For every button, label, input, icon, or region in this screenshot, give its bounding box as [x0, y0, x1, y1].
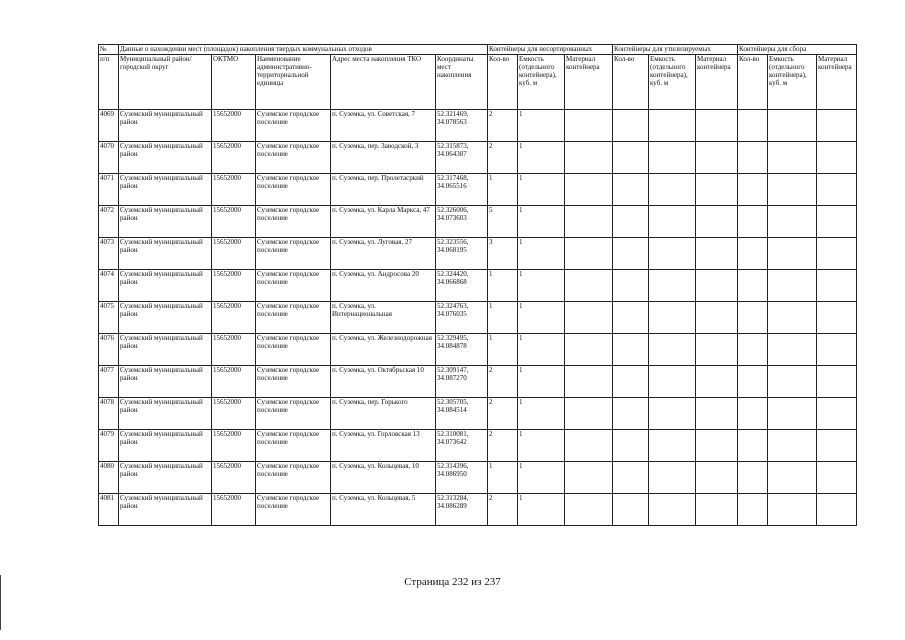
cell-empty	[817, 270, 857, 302]
header-recycle-capacity: Емкость (отдельного контейнера), куб. м	[649, 55, 696, 110]
cell-district: Суземский муниципальный район	[119, 238, 212, 270]
cell-empty	[565, 398, 613, 430]
cell-coordinates: 52.310081, 34.073642	[436, 430, 488, 462]
cell-empty	[649, 430, 696, 462]
cell-empty	[817, 142, 857, 174]
cell-address: п. Суземка, ул. Кольцевая, 5	[331, 494, 436, 526]
cell-district: Суземский муниципальный район	[119, 110, 212, 142]
cell-empty	[696, 494, 738, 526]
cell-coordinates: 52.314396, 34.086950	[436, 462, 488, 494]
cell-row-number: 4081	[99, 494, 119, 526]
cell-empty	[649, 206, 696, 238]
cell-empty	[768, 398, 817, 430]
cell-address: п. Суземка, ул. Кольцевая, 10	[331, 462, 436, 494]
cell-container-count: 2	[488, 494, 518, 526]
cell-empty	[696, 334, 738, 366]
cell-oktmo: 15652000	[212, 398, 256, 430]
cell-empty	[768, 302, 817, 334]
cell-empty	[649, 270, 696, 302]
cell-admin-unit: Суземское городское поселение	[256, 462, 331, 494]
cell-empty	[696, 302, 738, 334]
cell-empty	[738, 174, 768, 206]
cell-admin-unit: Суземское городское поселение	[256, 398, 331, 430]
cell-oktmo: 15652000	[212, 334, 256, 366]
cell-district: Суземский муниципальный район	[119, 366, 212, 398]
cell-empty	[649, 302, 696, 334]
header-collect-material: Материал контейнера	[817, 55, 857, 110]
cell-container-capacity: 1	[518, 334, 565, 366]
cell-empty	[738, 302, 768, 334]
cell-row-number: 4070	[99, 142, 119, 174]
cell-address: п. Суземка, ул. Горловская 13	[331, 430, 436, 462]
cell-container-count: 1	[488, 174, 518, 206]
cell-empty	[738, 398, 768, 430]
header-collect-group: Контейнеры для сбора	[738, 45, 857, 55]
cell-empty	[768, 462, 817, 494]
cell-empty	[817, 366, 857, 398]
header-collect-count: Кол-во	[738, 55, 768, 110]
cell-empty	[565, 110, 613, 142]
cell-empty	[738, 334, 768, 366]
cell-admin-unit: Суземское городское поселение	[256, 142, 331, 174]
cell-empty	[649, 334, 696, 366]
cell-coordinates: 52.324763, 34.076035	[436, 302, 488, 334]
cell-empty	[565, 366, 613, 398]
cell-empty	[738, 142, 768, 174]
table-row	[99, 238, 857, 270]
table-row	[99, 302, 857, 334]
cell-admin-unit: Суземское городское поселение	[256, 430, 331, 462]
cell-empty	[613, 430, 649, 462]
cell-empty	[696, 462, 738, 494]
cell-admin-unit: Суземское городское поселение	[256, 270, 331, 302]
cell-empty	[817, 174, 857, 206]
cell-district: Суземский муниципальный район	[119, 302, 212, 334]
cell-district: Суземский муниципальный район	[119, 174, 212, 206]
cell-address: п. Суземка, ул. Интернациональная	[331, 302, 436, 334]
cell-empty	[738, 110, 768, 142]
header-unsorted-capacity: Емкость (отдельного контейнера), куб. м	[518, 55, 565, 110]
cell-row-number: 4073	[99, 238, 119, 270]
cell-coordinates: 52.323556, 34.068195	[436, 238, 488, 270]
cell-container-count: 2	[488, 142, 518, 174]
cell-empty	[817, 110, 857, 142]
cell-coordinates: 52.329495, 34.084878	[436, 334, 488, 366]
header-district: Муниципальный район/городской округ	[119, 55, 212, 110]
cell-empty	[696, 430, 738, 462]
cell-district: Суземский муниципальный район	[119, 334, 212, 366]
header-coords: Координаты мест накопления	[436, 55, 488, 110]
cell-address: п. Суземка, ул. Советская, 7	[331, 110, 436, 142]
cell-district: Суземский муниципальный район	[119, 462, 212, 494]
cell-address: п. Суземка, ул. Карла Маркса, 47	[331, 206, 436, 238]
cell-oktmo: 15652000	[212, 366, 256, 398]
cell-container-capacity: 1	[518, 206, 565, 238]
cell-empty	[768, 238, 817, 270]
cell-row-number: 4069	[99, 110, 119, 142]
cell-oktmo: 15652000	[212, 206, 256, 238]
cell-empty	[613, 238, 649, 270]
cell-container-capacity: 1	[518, 270, 565, 302]
cell-oktmo: 15652000	[212, 494, 256, 526]
cell-container-count: 5	[488, 206, 518, 238]
cell-empty	[649, 174, 696, 206]
cell-admin-unit: Суземское городское поселение	[256, 110, 331, 142]
cell-empty	[565, 142, 613, 174]
cell-row-number: 4079	[99, 430, 119, 462]
cell-row-number: 4071	[99, 174, 119, 206]
cell-empty	[768, 174, 817, 206]
cell-empty	[565, 302, 613, 334]
cell-address: п. Суземка, ул. Железнодорожная	[331, 334, 436, 366]
header-recycle-material: Материал контейнера	[696, 55, 738, 110]
cell-container-capacity: 1	[518, 398, 565, 430]
cell-empty	[768, 366, 817, 398]
header-recycle-group: Контейнеры для утилизируемых	[613, 45, 738, 55]
cell-coordinates: 52.324420, 34.066868	[436, 270, 488, 302]
cell-admin-unit: Суземское городское поселение	[256, 494, 331, 526]
cell-empty	[649, 366, 696, 398]
cell-empty	[613, 334, 649, 366]
cell-empty	[696, 398, 738, 430]
cell-row-number: 4074	[99, 270, 119, 302]
table-row	[99, 494, 857, 526]
cell-admin-unit: Суземское городское поселение	[256, 238, 331, 270]
cell-oktmo: 15652000	[212, 462, 256, 494]
cell-empty	[768, 270, 817, 302]
cell-row-number: 4080	[99, 462, 119, 494]
cell-empty	[696, 270, 738, 302]
cell-empty	[613, 206, 649, 238]
cell-empty	[565, 270, 613, 302]
cell-coordinates: 52.305705, 34.084514	[436, 398, 488, 430]
cell-empty	[696, 174, 738, 206]
cell-district: Суземский муниципальный район	[119, 398, 212, 430]
cell-oktmo: 15652000	[212, 270, 256, 302]
cell-container-capacity: 1	[518, 366, 565, 398]
cell-empty	[738, 238, 768, 270]
cell-oktmo: 15652000	[212, 238, 256, 270]
cell-district: Суземский муниципальный район	[119, 142, 212, 174]
header-collect-capacity: Емкость (отдельного контейнера), куб. м	[768, 55, 817, 110]
cell-empty	[738, 430, 768, 462]
cell-empty	[565, 174, 613, 206]
header-unsorted-material: Материал контейнера	[565, 55, 613, 110]
cell-container-count: 1	[488, 334, 518, 366]
header-recycle-count: Кол-во	[613, 55, 649, 110]
cell-container-count: 3	[488, 238, 518, 270]
cell-empty	[768, 142, 817, 174]
cell-container-capacity: 1	[518, 462, 565, 494]
cell-coordinates: 52.326006, 34.073603	[436, 206, 488, 238]
cell-row-number: 4077	[99, 366, 119, 398]
cell-empty	[565, 430, 613, 462]
cell-empty	[613, 110, 649, 142]
cell-empty	[817, 302, 857, 334]
cell-empty	[649, 494, 696, 526]
header-num: №	[99, 45, 119, 55]
cell-empty	[565, 494, 613, 526]
cell-admin-unit: Суземское городское поселение	[256, 302, 331, 334]
cell-container-count: 1	[488, 302, 518, 334]
cell-empty	[738, 462, 768, 494]
header-oktmo: ОКТМО	[212, 55, 256, 110]
cell-empty	[817, 206, 857, 238]
cell-empty	[817, 430, 857, 462]
header-row-sub	[99, 55, 857, 110]
cell-empty	[649, 238, 696, 270]
cell-empty	[738, 270, 768, 302]
cell-coordinates: 52.317468, 34.065516	[436, 174, 488, 206]
cell-empty	[696, 110, 738, 142]
cell-coordinates: 52.309147, 34.087270	[436, 366, 488, 398]
cell-empty	[738, 366, 768, 398]
cell-empty	[565, 462, 613, 494]
cell-oktmo: 15652000	[212, 302, 256, 334]
cell-empty	[696, 238, 738, 270]
cell-admin-unit: Суземское городское поселение	[256, 174, 331, 206]
cell-empty	[696, 366, 738, 398]
tko-registry-table	[98, 44, 857, 526]
table-row	[99, 142, 857, 174]
cell-row-number: 4076	[99, 334, 119, 366]
cell-row-number: 4075	[99, 302, 119, 334]
cell-container-count: 1	[488, 462, 518, 494]
cell-admin-unit: Суземское городское поселение	[256, 334, 331, 366]
cell-empty	[738, 494, 768, 526]
cell-container-capacity: 1	[518, 302, 565, 334]
cell-address: п. Суземка, пер. Заводской, 3	[331, 142, 436, 174]
cell-admin-unit: Суземское городское поселение	[256, 366, 331, 398]
cell-empty	[768, 334, 817, 366]
cell-district: Суземский муниципальный район	[119, 206, 212, 238]
cell-address: п. Суземка, ул. Андросова 20	[331, 270, 436, 302]
cell-empty	[649, 462, 696, 494]
cell-empty	[768, 430, 817, 462]
header-unsorted-group: Контейнеры для несортированных	[488, 45, 613, 55]
header-data-group: Данные о нахождении мест (площадок) накопления твердых коммунальных отходов	[119, 45, 488, 55]
cell-district: Суземский муниципальный район	[119, 430, 212, 462]
cell-empty	[817, 462, 857, 494]
cell-empty	[696, 206, 738, 238]
table-row	[99, 366, 857, 398]
cell-district: Суземский муниципальный район	[119, 494, 212, 526]
cell-empty	[613, 142, 649, 174]
cell-oktmo: 15652000	[212, 430, 256, 462]
table-row	[99, 462, 857, 494]
cell-empty	[565, 238, 613, 270]
table-row	[99, 206, 857, 238]
scan-edge-line	[0, 575, 1, 630]
cell-coordinates: 52.313284, 34.086289	[436, 494, 488, 526]
header-admin-unit: Наименование административно-территориальной единицы	[256, 55, 331, 110]
table-row	[99, 334, 857, 366]
cell-container-capacity: 1	[518, 494, 565, 526]
table-row	[99, 270, 857, 302]
cell-container-count: 2	[488, 366, 518, 398]
cell-empty	[649, 142, 696, 174]
cell-empty	[613, 366, 649, 398]
cell-empty	[768, 206, 817, 238]
header-num2: п/п	[99, 55, 119, 110]
cell-container-count: 2	[488, 398, 518, 430]
page-number-footer: Страница 232 из 237	[404, 576, 501, 588]
cell-empty	[565, 206, 613, 238]
cell-empty	[817, 238, 857, 270]
cell-empty	[613, 302, 649, 334]
header-row-top	[99, 45, 857, 55]
cell-address: п. Суземка, ул. Октябрьская 10	[331, 366, 436, 398]
cell-container-capacity: 1	[518, 142, 565, 174]
cell-empty	[565, 334, 613, 366]
cell-empty	[613, 398, 649, 430]
cell-empty	[613, 174, 649, 206]
table-row	[99, 174, 857, 206]
header-unsorted-count: Кол-во	[488, 55, 518, 110]
cell-address: п. Суземка, пер. Пролетасркий	[331, 174, 436, 206]
cell-oktmo: 15652000	[212, 174, 256, 206]
cell-coordinates: 52.315873, 34.064387	[436, 142, 488, 174]
cell-oktmo: 15652000	[212, 142, 256, 174]
cell-row-number: 4078	[99, 398, 119, 430]
table-row	[99, 430, 857, 462]
cell-empty	[768, 494, 817, 526]
cell-container-capacity: 1	[518, 238, 565, 270]
cell-address: п. Суземка, ул. Луговая, 27	[331, 238, 436, 270]
cell-empty	[649, 110, 696, 142]
cell-district: Суземский муниципальный район	[119, 270, 212, 302]
cell-container-count: 2	[488, 110, 518, 142]
cell-row-number: 4072	[99, 206, 119, 238]
cell-empty	[817, 398, 857, 430]
cell-container-count: 2	[488, 430, 518, 462]
header-address: Адрес места накопления ТКО	[331, 55, 436, 110]
cell-admin-unit: Суземское городское поселение	[256, 206, 331, 238]
cell-empty	[768, 110, 817, 142]
cell-empty	[649, 398, 696, 430]
table-row	[99, 398, 857, 430]
cell-empty	[613, 462, 649, 494]
cell-address: п. Суземка, пер. Горького	[331, 398, 436, 430]
cell-container-capacity: 1	[518, 110, 565, 142]
cell-container-capacity: 1	[518, 430, 565, 462]
cell-empty	[613, 494, 649, 526]
cell-coordinates: 52.321469, 34.078563	[436, 110, 488, 142]
cell-empty	[817, 334, 857, 366]
cell-container-capacity: 1	[518, 174, 565, 206]
cell-empty	[738, 206, 768, 238]
cell-container-count: 1	[488, 270, 518, 302]
cell-empty	[696, 142, 738, 174]
table-row	[99, 110, 857, 142]
cell-empty	[613, 270, 649, 302]
cell-oktmo: 15652000	[212, 110, 256, 142]
cell-empty	[817, 494, 857, 526]
